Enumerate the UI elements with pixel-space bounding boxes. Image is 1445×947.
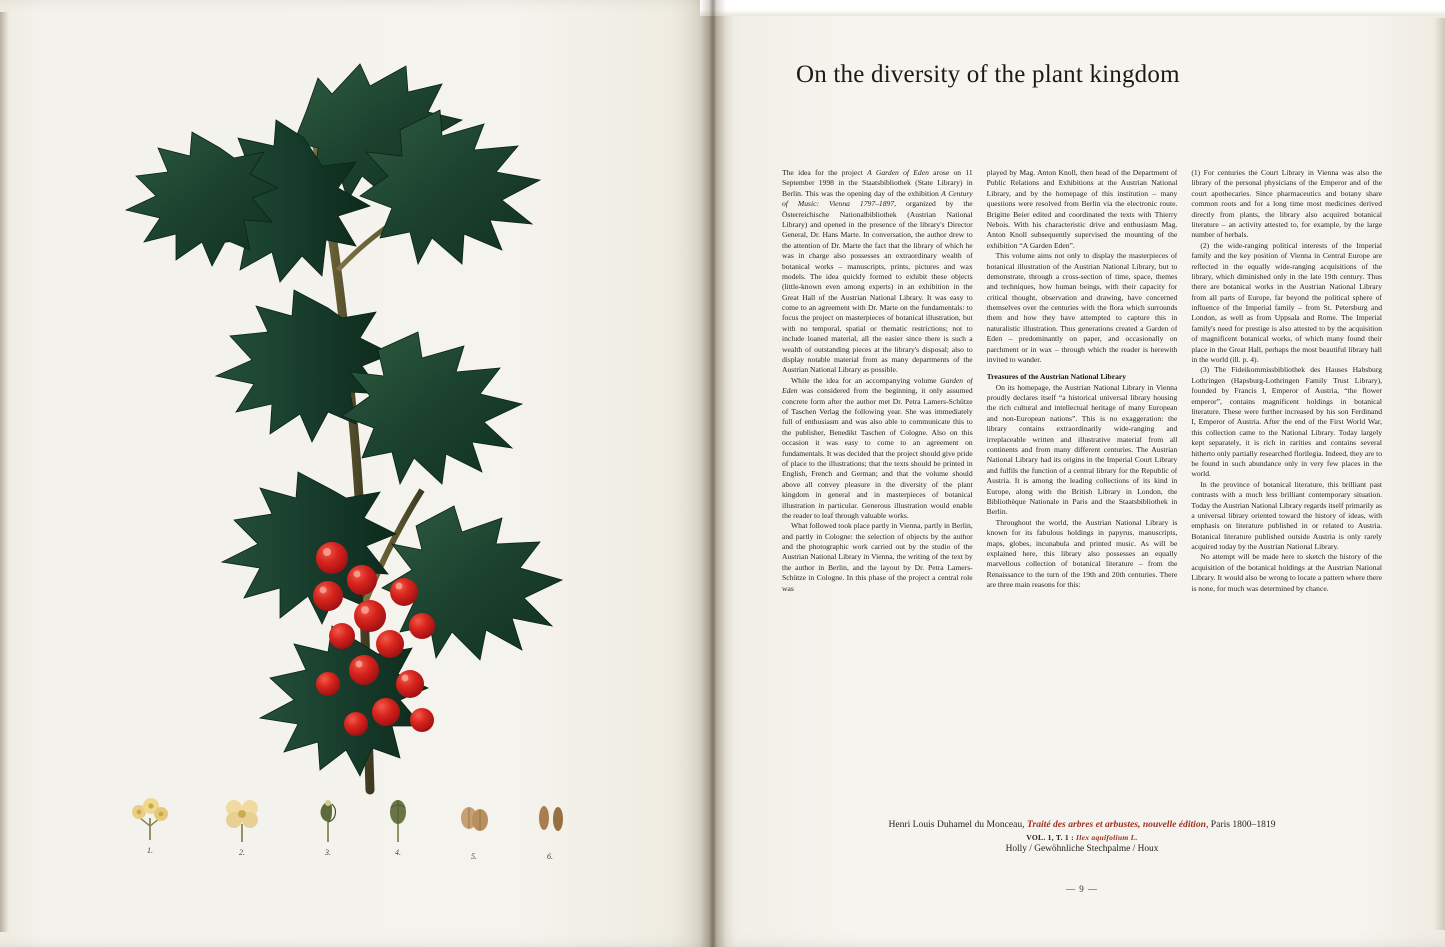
paragraph: played by Mag. Anton Knoll, then head of the Department of Public Relations and Exhibitions at the Austrian National Library, and by the homepage of this institution – many questions were resolved from Berlin via the electronic route. Brigitte Beier edited and coordinated the texts with Thierry Nebois. With his characteristic drive and enthusiasm Mag. Anton Knoll subsequently supervised the mounting of the exhibition “A Garden Eden”. <box>986 168 1178 250</box>
flower-cluster-yellow-icon <box>120 788 180 844</box>
paragraph: The idea for the project A Garden of Eden arose on 11 September 1998 in the Staatsbibliothek (State Library) in Berlin. This was the opening day of the exhibition A Century of Music: Vienna 1797–1897, organized by the Österreichische Nationalbibliothek (Austrian National Library) and opened in the presence of the library's Director General, Dr. Hans Marte. In conversation, the author drew to the attention of Dr. Marte the fact that the library of which he was in charge also possesses an extraordinary wealth of botanical works – manuscripts, prints, pictures and wax models. The idea quickly formed to exhibit these objects (little-known even among experts) in an exhibition in the Great Hall of the Austrian National Library. It was easy to come to an agreement with Dr. Marte on the fundamentals: to focus the project on masterpieces of botanical illustration, but with no temporal, spatial or thematic restrictions; not to include loaned material, all the easier since there is such a wealth of outstanding pieces at the library's disposal; also to display notable material from as many departments of the Austrian National Library as possible. <box>782 168 973 375</box>
botanical-plate <box>0 0 712 947</box>
page-title: On the diversity of the plant kingdom <box>796 61 1180 88</box>
plate-caption <box>782 818 1382 854</box>
column-1 <box>782 168 973 806</box>
paragraph: (3) The Fideikommissbibliothek des Hauses Habsburg Lothringen (Hapsburg-Lothringen Family Trust Library), founded by Francis I, Emperor of Austria, “the flower emperor”, contains magnificent holdings in botanical literature. These were further increased by his son Ferdinand I, Emperor of Austria. After the end of the First World War, this collection came to the National Library. Today largely kept separately, it is rich in rarities and contains several hitherto only partially researched florilegia. Indeed, they are to be found in such abundance only in very few places in the world. <box>1191 365 1383 479</box>
specimen-number: 5. <box>471 852 477 861</box>
holly-illustration-icon <box>70 20 650 810</box>
paragraph: Throughout the world, the Austrian National Library is known for its fabulous holdings in papyrus, manuscripts, maps, globes, incunabula and printed music. As will be explained here, this library also possesses an equally marvellous collection of botanical literature – from the Renaissance to the turn of the 19th and 20th centuries. There are three main reasons for this: <box>986 517 1178 590</box>
specimen-2 <box>212 790 272 857</box>
paragraph: (1) For centuries the Court Library in Vienna was also the library of the personal physicians of the Emperor and of the court apothecaries. Since pharmaceutics and botany share common roots and for a long time most medicines derived directly from plants, the library also acquired botanical literature – an activity attested to, for example, by the large number of herbals. <box>1191 168 1383 240</box>
specimen-number: 6. <box>547 852 553 861</box>
text-columns <box>782 168 1382 806</box>
caption-work-title: Traité des arbres et arbustes, nouvelle édition <box>1026 819 1206 830</box>
specimen-6 <box>520 794 580 861</box>
single-flower-open-icon <box>212 790 272 846</box>
berry-pair-icon <box>444 794 504 850</box>
column-2 <box>987 168 1178 806</box>
caption-species-name: Ilex aquifolium L. <box>1076 833 1138 843</box>
seeds-icon <box>520 794 580 850</box>
paragraph: On its homepage, the Austrian National Library in Vienna proudly declares itself “a historical universal library housing the rich cultural and intellectual heritage of many European and non-European nations”. This is no exaggeration: the library contains extraordinarily wide-ranging and irreplaceable written and illustrative material from all continents and from many different centuries. The Austrian National Library had its origins in the Imperial Court Library and fulfils the function of a central library for the Republic of Austria. It is among the leading collections of its kind in Europe, along with the British Library in London, the Bibliothèque Nationale in Paris and the Staatsbibliothek in Berlin. <box>986 382 1178 517</box>
specimen-3 <box>298 790 358 857</box>
specimen-number: 1. <box>147 846 153 855</box>
specimen-4 <box>368 790 428 857</box>
page-edge-right <box>1433 18 1445 930</box>
specimen-number: 3. <box>325 848 331 857</box>
specimen-number: 4. <box>395 848 401 857</box>
paragraph: In the province of botanical literature, this brilliant past contrasts with a much less brilliant contemporary situation. Today the Austrian National Library regards itself primarily as a universal library oriented toward the history of ideas, with emphasis on literature published in or related to Austria. Botanical literature published outside Austria is only rarely acquired today by the Austrian National Library. <box>1191 479 1383 552</box>
flower-bud-closed-icon <box>368 790 428 846</box>
paragraph: No attempt will be made here to sketch the history of the acquisition of the botanical holdings at the Austrian National Library. It would also be wrong to locate a pattern where there is none, for much was determined by chance. <box>1191 552 1383 593</box>
specimen-number: 2. <box>239 848 245 857</box>
caption-common-names: Holly / Gewöhnliche Stechpalme / Houx <box>1005 844 1159 855</box>
specimen-1 <box>120 788 180 855</box>
right-page-header <box>782 60 1382 90</box>
specimen-5 <box>444 794 504 861</box>
left-page <box>0 0 712 947</box>
page-edge-left <box>0 12 9 932</box>
page-top-edge <box>700 0 1445 16</box>
caption-line-source <box>782 818 1382 832</box>
caption-volume-ref: VOL. 1, T. 1 : <box>1026 833 1077 843</box>
paragraph: (2) the wide-ranging political interests of the Imperial family and the key position of Vienna in Central Europe are reflected in the equally wide-ranging acquisitions of the library, which diminished only in the late 19th century. Thus there are botanical works in the Austrian National Library from all parts of Europe, far beyond the political sphere of influence of the Imperial family – from St. Petersburg and London, as well as from Uppsala and Rome. The Imperial family's need for prestige is also attested to by the acquisition of magnificent botanical works, of which many found their place in the Great Hall, perhaps the most beautiful library hall in the world (ill. p. 4). <box>1191 240 1383 365</box>
flower-bud-side-icon <box>298 790 358 846</box>
caption-place-date: , Paris 1800–1819 <box>1205 819 1276 830</box>
column-3 <box>1191 168 1382 806</box>
paragraph: This volume aims not only to display the masterpieces of botanical illustration of the Austrian National Library, but to demonstrate, through a cross-section of time, space, themes and techniques, how human beings, with their capacity for critical thought, observation and drawing, have concerned themselves over the centuries with the flora which surrounds them and how they have attempted to capture this in naturalistic illustration. Thus generations created a Garden of Eden – predominantly on paper, and occasionally on parchment or in wax – through which the reader is herewith invited to wander. <box>986 251 1178 365</box>
caption-author: Henri Louis Duhamel du Monceau, <box>888 819 1027 830</box>
paragraph: While the idea for an accompanying volume Garden of Eden was considered from the beginning, it only assumed concrete form after the author met Dr. Petra Lamers-Schütze of Taschen Verlag the following year. She was immediately full of enthusiasm and was also able to communicate this to the publisher, Benedikt Taschen of Cologne. Also on this occasion it was easy to come to an agreement on fundamentals. It was decided that the project should give pride of place to the illustrations; that the texts should be printed in English, French and German; and that the volume should above all convey pleasure in the diversity of the plant kingdom in general and in masterpieces of botanical illustration in particular. Generous illustration would enable the reader to leaf through valuable works. <box>782 375 973 520</box>
page-folio: — 9 — <box>1066 884 1098 894</box>
section-heading: Treasures of the Austrian National Library <box>986 372 1127 382</box>
specimen-row <box>120 788 580 878</box>
paragraph: What followed took place partly in Vienna, partly in Berlin, and partly in Cologne: the selection of objects by the author and the photographic work carried out by the studio of the Austrian National Library in Vienna, the writing of the text by the author in Berlin, and the layout by Dr. Petra Lamers-Schütze in Cologne. In this phase of the project a central role was <box>782 521 973 593</box>
caption-line-volume <box>782 833 1382 842</box>
